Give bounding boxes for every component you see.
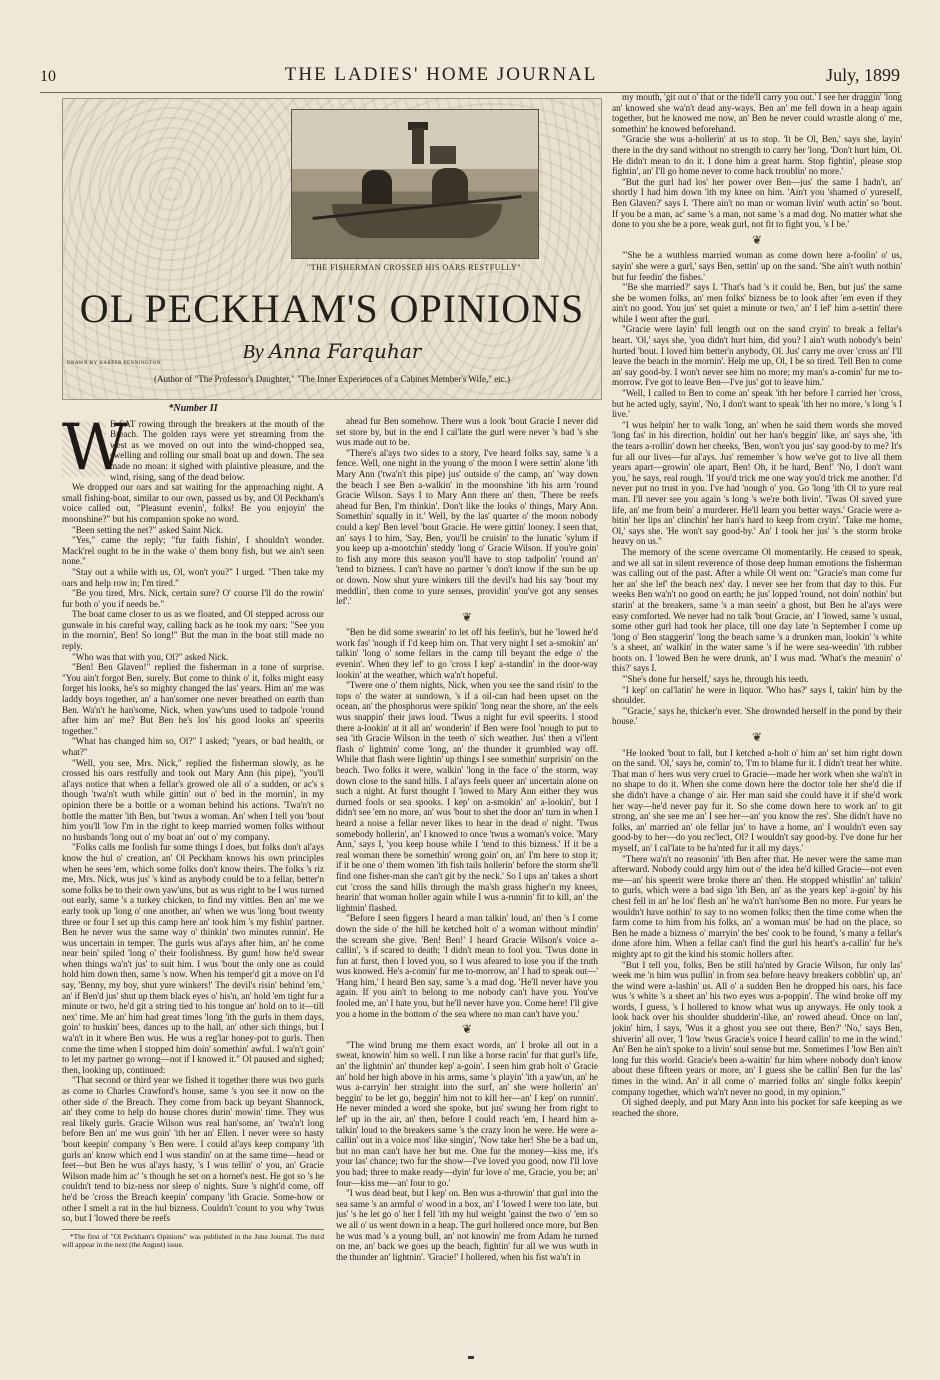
- column-1-paragraphs: [62, 410, 324, 1224]
- paragraph: "Well, I called to Ben to come an' speak 'ith her before I carried her 'cross, but he acted ugly, sayin', 'No, I don't want to speak 'ith her no more, 's long 's I live.': [612, 388, 902, 420]
- paragraph: "There's al'ays two sides to a story, I've heard folks say, same 's a fence. Well, one night in the young o' the moon I were settin' alone 'ith Mary Ann ('twa'n't this pipe) jus' outside o' the camp, an' 'way down the beach I see Ben a-walkin' in the moonshine 'ith his arm 'round Gracie Wilson. Says I to Mary Ann there an' then, 'There be reefs ahead fur Ben, I'm thinkin'. Don't like the looks o' things, Mary Ann. Somethin' squally in it.' Well, by the las' quarter o' the moon nobody could a kep' Ben level 'bout Gracie. He were gittin' looney. I seen that, an' says I to him, 'Say, Ben, you'll be cruisin' to the lunatic 'sylum if you keep up a-mootchin' steddy 'long o' Gracie Wilson. If you're goin' to fish any more this season you'll have to stop tadpolin' 'round an' 'tend to bizness. I can't have no partner 's don't know if the sun be up or down. Now shut yure winkers till the devil's had his say 'bout my meddlin', then come to yure senses, providin' you've got any senses lef'.': [336, 447, 598, 607]
- paragraph: The boat came closer to us as we floated, and Ol stepped across our gunwale in his careful way, calling back as he took my oars: "See you in the mornin', Ben! So long!" But the man in the boat still made no reply.: [62, 609, 324, 652]
- paragraph: "There wa'n't no reasonin' 'ith Ben after that. He never were the same man afterward. Nobody could argy him out o' the idea he'd killed Gracie—not even me—an' his speerit were broke there an' then. He stopped whistlin' an' talkin' to gurls, which were a bad sign 'ith Ben, an' as the years kep' a-goin' by his chest fell in an' he los' flesh an' he wa'n't han'some Ben no more. Fur years he wouldn't have nothin' to say to no women folks; then the time come when the farm come to him from his folks, an' a woman mus' be had on the place, so Ben he made a bizness o' marryin' the bes' cook to be found, 's many a fellar's done afore him. When a fellar can't find the gurl his heart's a-callin' fur he's mighty apt to git the kind his stomic hollers after.: [612, 853, 902, 959]
- paragraph: "Who was that with you, Ol?" asked Nick.: [72, 651, 229, 662]
- page-mark: [468, 1356, 474, 1359]
- section-ornament-icon: ❦: [751, 730, 763, 745]
- paragraph: "Gracie she wus a-hollerin' at us to stop. 'It be Ol, Ben,' says she, layin' there in the dry sand without no strength to carry her 'long. 'Don't hurt him, Ol. He didn't mean to do it. I done him a great harm. Stop fightin', please stop fightin', an' I'll go home never to come back troublin' no more.': [612, 134, 902, 177]
- column-2-paragraphs: [336, 416, 598, 1262]
- paragraph: The memory of the scene overcame Ol momentarily. He ceased to speak, and we all sat in silent reverence of those deep human emotions the fisherman was calling out of the past. After a while Ol went on: "Gracie's man come fur her an' she lef' the beach nex' day. I never see her from that day to this. Fur weeks Ben wa'n't no good on earth; he jus' lopped 'round, not doin' nothin' but starin' at the breakers, same 's a man seein' a ghost, but Ben he al'ays were easy comforted. We never had no talk 'bout Gracie, an' I 'lowed, same 's usual, some other gurl had took her place, till one day late 'n September I come up 'long o' Ben staggerin' 'long the beach same 's a drunken man, lookin' 's white 's a sheet, an' walkin' in the water same 's if he were sea-weedin' 'ith rubber boots on. I 'lowed Ben he were drunk, an' I wus mad. 'What's the meanin' o' this?' says I.: [612, 546, 902, 674]
- paragraph: "That second or third year we fished it together there wus two gurls as come to Charles Crawford's house, same 's you see it now on the other side o' the Breach. They come from back up beyant Shannock, an' they come to help do house chores durin' mowin' time. They wus real likely gurls. Gracie Wilson wus real han'some, an' 'twa'n't long before Ben an' me wus goin' 'ith her an' Ellen. I never were so hasty 'bout keepin' company 's Ben were. I could al'ays keep company 'ith gurls an' know which end I wus standin' on at the same time—head or feet—but Ben he wus al'ays hasty, 's I wus tellin' o' you, an' Gracie Wilson made him ac' 's though he set on a hornet's nest. He got so 's he couldn't tend to biz-ness nor sleep o' nights. Sure 's night'd come, off he'd be 'cross the Breach keepin' company 'ith Gracie. Some-how or other I smelt a rat in the hul bizness. Couldn't 'count to you why 'twus so, but I 'lowed there be reefs: [62, 1075, 324, 1224]
- rowboat: [332, 204, 502, 238]
- artist-credit: DRAWN BY HARPER PENNINGTON: [67, 361, 161, 366]
- paragraph: "Folks calls me foolish fur some things I does, but folks don't al'ays know the hul o' creation, an' Ol Peckham knows his own principles when he sees 'em, which some folks don't know theirs. The folks 's riz me, Mrs. Nick, wus jus' 's kind as anybody could be to a fellar, better'n some folks be to their own yaw'uns, but as wus right to be I wus turned out early, same 's a turkey chicken, to find my vittles. Ben an' me we early took up 'long o' one another, an' when we wus 'long 'bout twenty three or four I set up this camp here an' took him 's my fishin' partner. Ben he never wus the same way o' thinkin' two minutes runnin'. He wus uncertain in temper. The gurls wus al'ays after him, an' he come near bein' spiled 'long o' their foolishness. By gum! how he'd swear when things wa'n't jus' to suit him. I wus 'bout the only one as could hold him down then, same 's now. When his temper'd git a move on I'd say, 'Benny, my boy, shut yure winkers!' The devil's risin' behind 'em,' an' if Ben'd jus' shut up them black eyes o' his'n, an' hold 'em tight fur a minute or two, he'd git a string tied to his tongue an' hold on to it—till nex' time. Me an' him had great times 'long 'ith the gurls in them days, goin' to huskin' bees, dances up to the hall, an' other sich things, but I wa'n't in it where Ben wus. He wus a reg'lar honey-pot to gurls. Then come the time when I stopped him doin' somethin' awful. I wa'n't goin' to let my partner go wrong—not if I knowed it." Ol paused and sighed; then, looking up, continued:: [62, 842, 324, 1075]
- illustration-caption: "THE FISHERMAN CROSSED HIS OARS RESTFULLY": [306, 263, 522, 272]
- keeper-house: [430, 146, 456, 164]
- paragraph: "Be you tired, Mrs. Nick, certain sure? O' course I'll do the rowin' fur both o' you if needs be.": [62, 588, 324, 609]
- paragraph: "Ben he did some swearin' to let off his feelin's, but he 'lowed he'd work fas' 'nough if I'd keep him on. That very night I set a-smokin' an' talkin' 'long o' some fellars in the camp till beyant the edge o' the evenin'. When they lef' to go 'cross I kep' a-standin' in the door-way lookin' at the weather, which wa'n't hopeful.: [336, 627, 598, 680]
- paragraph: "But the gurl had los' her power over Ben—jus' the same I hadn't, an' shortly I had him down 'ith my knee on him. 'Ain't you 'shamed o' yureself, Ben Glaven?' says I. 'There ain't no man or woman livin' wuth actin' so 'bout. If you be a man, ac' same 's a man, not same 's a mad dog. No matter what she done to you she be a pore, weak gurl, not fit to fight you, 's I be.': [612, 176, 902, 230]
- byline-by: By: [242, 341, 264, 363]
- issue-date: July, 1899: [826, 65, 900, 85]
- paragraph: "Before I seen figgers I heard a man talkin' loud, an' then 's I come down the side o' the hill he ketched holt o' a woman without mindin' the scream she give. 'Ben! Ben!' I heard Gracie Wilson's voice a-callin', 's if scared to death; 'I didn't mean to fool you. 'Twus done in fun at furst, then I loved you, so I wus afeared to lose you if the truth wus knowed. He's a-comin' fur me to-morrow, an' I had to speak out—' 'Hang him,' I heard Ben say, same 's a mad dog. 'He'll never have you again. If you ain't to belong to me nobody can't have you. You've fooled me, an' I hate you, but he'll never have you. Come here! I'll give you a home in the bottom o' the sea where no man can't have you.': [336, 913, 598, 1019]
- title-block: [62, 98, 602, 400]
- section-ornament-icon: ❦: [461, 609, 473, 624]
- section-ornament-icon: ❦: [461, 1022, 473, 1037]
- paragraph: "But I tell you, folks, Ben be still ha'nted by Gracie Wilson, fur only las' week me 'n him wus pullin' in from sea before heavy breakers cobblin' up, an' the wind were a-lashin' us. All o' a sudden Ben he dropped his oars, his face wus 's white 's a sheet an' his two eyes wus a-poppin'. The wind broke off my words, I guess, 's I hollered to know what wus up anyways. He only took a look back over his shoulder shudderin'-like, an' rowed ahead. Once on lan', jokin' him, I says, 'Wus it a ghost you see out there, Ben?' 'No,' says Ben, shiverin' all over, 'I 'low 'twus Gracie's voice I heard callin' to me in the wind.' An' Ben he ain't spoke to a livin' soul sense but me. Sometimes I 'low Ben ain't long fur this world. Gracie's been a-waitin' fur him where nobody don't know about these fifteen years or more, an' I guess she be callin' Ben fur the las' times in the wind. An' it all come o' married folks an' single folks keepin' company together, which wa'n't never no good, in my opinion.": [612, 959, 902, 1097]
- paragraph: my mouth, 'git out o' that or the tide'll carry you out.' I see her draggin' 'long an' knowed she wa'n't dead any-ways. Ben an' me fell down in a heap again together, but he knowed me now, an' Ben he never could wrastle along o' me, somethin' he knowed beforehand.: [612, 92, 902, 134]
- column-2: [336, 416, 598, 1340]
- column-3-paragraphs-b: [612, 250, 902, 727]
- page-header: [40, 56, 900, 93]
- paragraph: E SAT rowing through the breakers at the mouth of the Breach. The golden rays were yet streaming from the west as we moved on out into the wind-chopped sea, swelling and rolling our small boat up and down. The sea made no moan: it sighed with plaintive pleasure, and the wind, rising, sang of the dead below.: [110, 418, 324, 482]
- paragraph: "I kep' on cal'latin' he were in liquor. 'Who has?' says I, takin' him by the shoulder.: [612, 684, 902, 706]
- paragraph: "'Be she married?' says I. 'That's bad 's it could be, Ben, but jus' the same she be women folks, an' men folks' bizness be to look after 'em even if they ain't no good. You jus' set quiet a minute or two,' an' I lef' him a-settin' there while I went after the gurl.: [612, 282, 902, 324]
- paragraph: "Twere one o' them nights, Nick, when you see the sand risin' to the tops o' the water at sundown, 's if a oil-can had been upset on the ocean, an' the phosphorus were spikin' 'long near the shore, an' the eels wus snappin' their jaws loud. 'Twus a night fur evil speerits. I stood there a-lookin' at it all an' wonderin' if Ben were fool 'nough to put to sea 'ith Gracie Wilson in the teeth o' sich weather. Jus' then a vi'lent flash o' lightnin' come 'long, an' the thunder it grumbled way off. While that flash were lightin' up things I see somethin' surprisin' on the beach. Two folks it were, walkin' 'long in the face o' the storm, way down close to the sand hills. I al'ays feels queer an' uncertain alone on such a night. At furst thought I 'lowed to Mary Ann either they wus durned fools or sea spooks. I kep' on a-smokin' an' a-lookin', but I didn't see 'em no more, an' wus 'bout to shet the door an' turn in when I heard a noise a fellar never likes to hear in the dead o' night. 'Twus somebody hollerin', an' I knowed to once 'twus a woman's voice. 'Mary Ann,' says I, 'you keep house while I 'tend to this bizness.' If it be a real woman there be somethin' wrong goin' on, an' I'm here to stop it; if it be one o' them women 'ith fish tails hollerin' before the storm she'll find one fisher-man she can't git by the neck.' So I ups an' takes a short cut 'cross the sand hills through the ma'sh grass higher'n my knees, hearin' that woman holler again while I wus a-runnin' fit to kill, an' the lightnin' flashed.: [336, 680, 598, 913]
- paragraph: "Gracie were layin' full length out on the sand cryin' to break a fellar's heart. 'Ol,' says she, 'you didn't hurt him, did you? I ain't wuth nobody's bein' hurted 'bout. I loved him better'n anybody, Ol. Jus' carry me over 'cross an' I'll leave the beach in the mornin'. Help me up, Ol, I be so tired. Tell Ben to come an' say good-by. I won't never see him no more; my man's a-comin' fur me to-morrow. I've got to leave Ben—I've jus' got to leave him.': [612, 324, 902, 388]
- journal-title: THE LADIES' HOME JOURNAL: [284, 64, 598, 85]
- footnote: *The first of "Ol Peckham's Opinions" was published in the June Journal. The third will appear in the next (the August) issue.: [62, 1229, 324, 1250]
- number-heading: *Number II: [168, 404, 218, 414]
- story-title: OL PECKHAM'S OPINIONS: [79, 286, 585, 331]
- column-3-paragraphs-c: [612, 748, 902, 1119]
- paragraph: "Stay out a while with us, Ol, won't you?" I urged. "Then take my oars and help row in; I'm tired.": [62, 566, 324, 588]
- paragraph: "I wus dead beat, but I kep' on. Ben wus a-throwin' that gurl into the sea same 's an armful o' wood in a box, an' I 'lowed I were too late, but jus' 's he let go o' her I fell 'ith my hul weight 'gainst the two o' 'em so we all o' us went down in a heap. The gurl hollered once more, but Ben he wus mad 's a young bull, an' not knowin' me from Adam he turned on me, an' back we goes up the beach, fightin' fur all we wus wuth in the thunder an' lightnin'. 'Gracie!' I hollered, when his fist wa'n't in: [336, 1188, 598, 1262]
- column-3-paragraphs-a: [612, 92, 902, 230]
- paragraph: "What has changed him so, Ol?" I asked; "years, or bad health, or what?": [62, 736, 324, 757]
- paragraph: "Been setting the net?" asked Saint Nick.: [72, 524, 224, 535]
- paragraph: Ol sighed deeply, and put Mary Ann into his pocket for safe keeping as we reached the shore.: [612, 1097, 902, 1118]
- paragraph: "Well, you see, Mrs. Nick," replied the fisherman slowly, as he crossed his oars restfully and took out Mary Ann (his pipe), "you'll al'ays notice that when a fellar's growed ole all o' a sudden, or ac's s though 'twa'n't wuth while gittin' out o' bed in the mornin', in my opinion there be a bottle or a woman behind his actions. 'Twa'n't no bottle the matter 'ith Ben, but 'twus a woman. An' when I tell you 'bout him you'll 'low I'm in the right to keep married women folks without no husbands 'long out o' my boat an' out o' my company.: [62, 757, 324, 842]
- author-note: (Author of "The Professor's Daughter," "The Inner Experiences of a Cabinet Member's Wife," etc.): [154, 374, 510, 384]
- paragraph: "Yes," came the reply; "fur faith fishin', I shouldn't wonder. Mack'rel ought to be in the wake o' them bony fish, but we ain't seen none.": [62, 535, 324, 567]
- lighthouse: [412, 128, 424, 164]
- paragraph: "He looked 'bout to fall, but I ketched a-holt o' him an' set him right down on the sand. 'Ol,' says he, comin' to, 'I'm to blame fur it. I didn't treat her white. That man o' hers wus very cruel to Gracie—made her work when she wa'n't in no shape to do it. When she come down here the doctor tole her she'd die if she didn't have a change o' air. Her man said she could have it if she'd work her way—he'd never pay fur it. So she come down here to work an' to git strong, an' she see me an' I see her—an' you know the res'. She didn't have no folks, an' married an' ole fellar jus' to have a home, an' I wouldn't even say good-by to her—do you rec'lect, Ol? I wouldn't say good-by. I've done fur her myself, an' I cal'late to be ha'nted fur it all my days.': [612, 747, 902, 853]
- paragraph: "Ben! Ben Glaven!" replied the fisherman in a tone of surprise. "You ain't forgot Ben, surely. But come to think o' it, folks might easy forget his looks, he's so mighty changed the las' years. Him an' me was laddy boys together, an' a han'somer one never breathed on earth than Ben. Wa'n't he han'some, Nick, when yaw'uns used to tadpole 'round after him an' me? But Ben he's los' his good looks an' speerits together.": [62, 662, 324, 736]
- column-1: [62, 404, 324, 1340]
- page-number: 10: [40, 68, 56, 85]
- paragraph: "'She's done fur herself,' says he, through his teeth.: [622, 674, 809, 685]
- paragraph: ahead fur Ben somehow. There wus a look 'bout Gracie I never did set store by, but in the end I cal'late the gurl were never 's bad 's she wus made out to be.: [336, 416, 598, 448]
- paragraph: "'Gracie,' says he, thicker'n ever. 'She drownded herself in the pond by their house.': [612, 705, 902, 727]
- paragraph: "'She be a wuthless married woman as come down here a-foolin' o' us, sayin' she were a gurl,' says Ben, settin' up on the sand. 'She ain't wuth nothin' but fur feedin' the fishes.': [612, 250, 902, 282]
- paragraph: We dropped our oars and sat waiting for the approaching night. A small fishing-boat, similar to our own, passed us by, and Ol Peckham's voice called out, "Pleasunt evenin', folks! Be you enjoyin' the moonshine?" but his companion spoke no word.: [62, 482, 324, 524]
- paragraph: "The wind brung me them exact words, an' I broke all out in a sweat, knowin' him so well. I run like a horse racin' fur that gurl's life, an' the lightnin' an' thunder kep' a-goin'. I seen him grab holt o' Gracie an' hold her high above in his arms, same 's playin' 'ith a yaw'un, an' he wus a-carryin' her straight into the surf, an' she were hollerin' an' beggin' to be let go, beggin' him not to kill her—an' I kep' on runnin'. He never minded a word she spoke, but jus' swung her from right to lef' up in the air, an' then, before I could reach 'em, I heard him a-talkin' loud to the breakers same 's the crazy loon he were. He were a-callin' out in a voice mos' like singin', 'Now take her! She be a bad un, but no man can't have her but me. One fur the money—kiss me, it's your las' chance; two fur the show—I've loved you good, now I'll love you bad; three to make ready—dyin' fur love o' me, Gracie, you be; an' four—kiss me—an' four to go.': [336, 1039, 598, 1188]
- drop-cap: W: [62, 410, 128, 485]
- column-3: [612, 92, 902, 1340]
- fisherman-illustration: [291, 109, 539, 259]
- section-ornament-icon: ❦: [751, 232, 763, 247]
- author-name: Anna Farquhar: [268, 339, 422, 363]
- paragraph: "I wus helpin' her to walk 'long, an' when he said them words she moved 'long fas' in his direction, holdin' out her han's beggin' like, an' says she, 'ith the tears a-rollin' down her cheeks, 'Ben, won't you jus' say good-by to me? It's fur all our lives—fur al'ays. Jus' remember 's how we've got to live all them years apart—growin' ole apart, Ben! Oh, it be hard, Ben!' 'No, I don't want you,' he says, real rough. 'If you'd trick me one way you'd trick me another. I'd never put no trust in you. I've had 'nough o' you. Go 'long 'ith Ol to yure real man. I'll never see you again 's long 's we're both livin'. 'Twas Ol saved yure life, an' me from bein' a murderer. He'll learn you better ways.' Gracie were a-bitin' her lips an' clinchin' her han's hard to keep from cryin'. 'Take me home, Ol,' says she. 'He won't say good-by.' An' I took her jus' 's the storm broke heavy on us.": [612, 419, 902, 547]
